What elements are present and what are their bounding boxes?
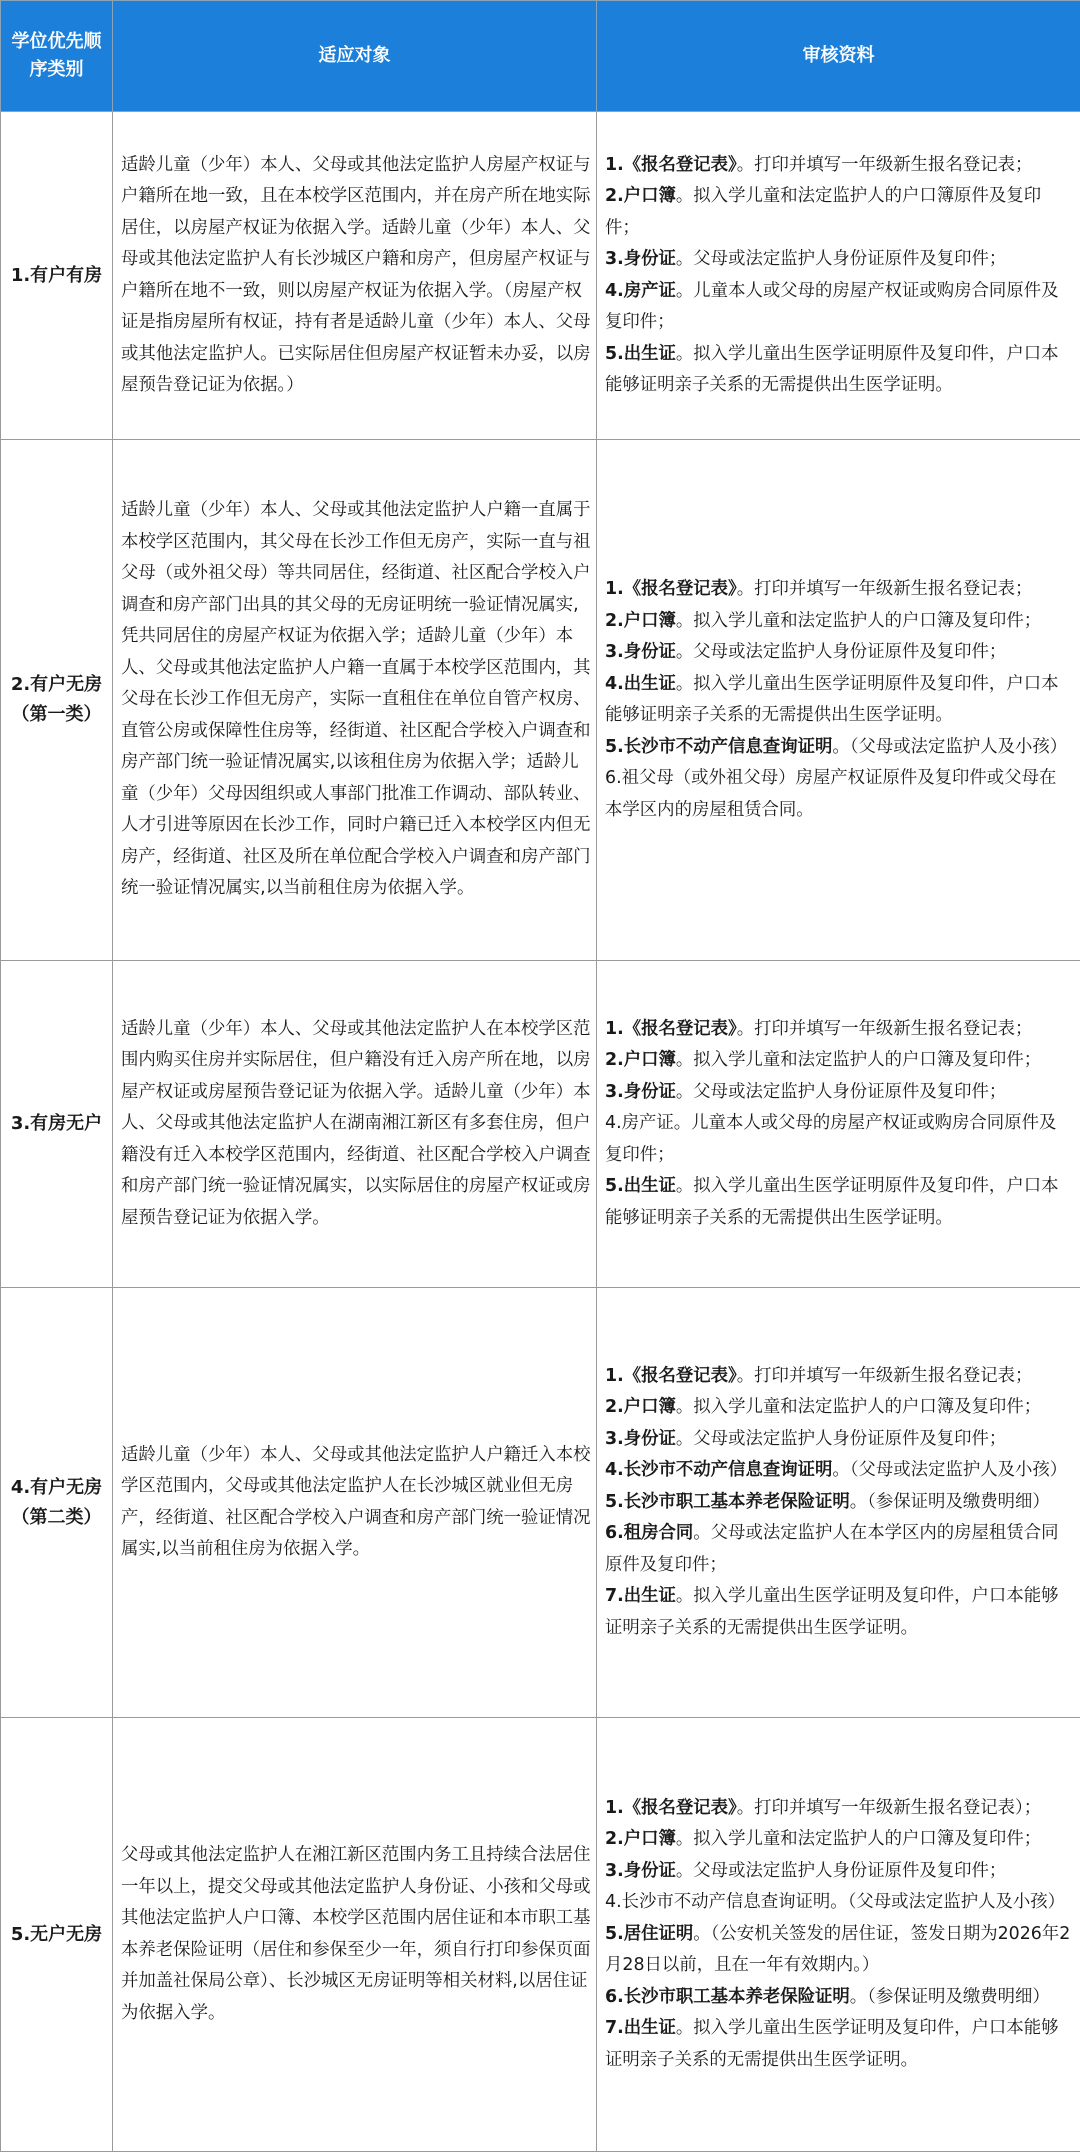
doc-item-key: 5.出生证: [605, 343, 676, 364]
doc-item-text: 。拟入学儿童出生医学证明原件及复印件，户口本能够证明亲子关系的无需提供出生医学证明。: [605, 343, 1059, 395]
doc-item-text: 。父母或法定监护人身份证原件及复印件；: [675, 1081, 1007, 1102]
target-cell: 适龄儿童（少年）本人、父母或其他法定监护人在本校学区范围内购买住房并实际居住，但户籍没有迁入房产所在地，以房屋产权证或房屋预告登记证为依据入学。适龄儿童（少年）本人、父母或其他法定监护人在湖南湘江新区有多套住房，但户籍没有迁入本校学区范围内，经街道、社区配合学校入户调查和房产部门统一验证情况属实，以实际居住的房屋产权证或房屋预告登记证为依据入学。: [113, 961, 597, 1288]
doc-item: [605, 1887, 1072, 1919]
doc-item-key: 2.户口簿: [605, 1829, 676, 1850]
docs-cell: [597, 961, 1080, 1288]
table-row: [1, 1288, 1080, 1718]
doc-item-key: 4.房产证: [605, 280, 676, 301]
doc-item-key: 5.居住证明: [605, 1923, 694, 1944]
doc-item: [605, 669, 1072, 732]
doc-item-key: 1.《报名登记表》: [605, 1365, 737, 1386]
doc-item-text: 。打印并填写一年级新生报名登记表；: [736, 1365, 1033, 1386]
doc-item-text: 。拟入学儿童出生医学证明原件及复印件，户口本能够证明亲子关系的无需提供出生医学证明。: [605, 673, 1059, 725]
doc-item-text: 。拟入学儿童和法定监护人的户口簿及复印件；: [675, 1397, 1042, 1418]
category-cell: 4.有户无房（第二类）: [1, 1288, 113, 1718]
table-row: [1, 440, 1080, 961]
category-cell: 1.有户有房: [1, 112, 113, 440]
doc-item-key: 5.长沙市职工基本养老保险证明: [605, 1491, 850, 1512]
target-cell: 父母或其他法定监护人在湘江新区范围内务工且持续合法居住一年以上，提交父母或其他法定监护人身份证、小孩和父母或其他法定监护人户口簿、本校学区范围内居住证和本市职工基本养老保险证明（居住和参保至少一年，须自行打印参保页面并加盖社保局公章）、长沙城区无房证明等相关材料,以居住证为依据入学。: [113, 1718, 597, 2152]
doc-item-text: 。儿童本人或父母的房屋产权证或购房合同原件及复印件；: [605, 280, 1059, 332]
doc-item-text: 4.长沙市不动产信息查询证明。（父母或法定监护人及小孩）: [605, 1892, 1066, 1913]
header-category: 学位优先顺序类别: [1, 1, 113, 112]
doc-item: [605, 1171, 1072, 1234]
docs-cell: [597, 1288, 1080, 1718]
category-cell: 3.有房无户: [1, 961, 113, 1288]
table-row: [1, 112, 1080, 440]
doc-item-text: 。（父母或法定监护人及小孩）: [832, 1460, 1068, 1481]
doc-item: [605, 1824, 1072, 1856]
doc-item: [605, 1919, 1072, 1982]
doc-item-key: 3.身份证: [605, 1428, 676, 1449]
doc-item: [605, 276, 1072, 339]
doc-item: [605, 1014, 1072, 1046]
doc-item: [605, 1392, 1072, 1424]
target-cell: 适龄儿童（少年）本人、父母或其他法定监护人户籍迁入本校学区范围内，父母或其他法定监护人在长沙城区就业但无房产，经街道、社区配合学校入户调查和房产部门统一验证情况属实,以当前租住房为依据入学。: [113, 1288, 597, 1718]
header-target: 适应对象: [113, 1, 597, 112]
doc-item-key: 1.《报名登记表》: [605, 154, 737, 175]
doc-item-key: 6.长沙市职工基本养老保险证明: [605, 1986, 850, 2007]
doc-item-text: 。拟入学儿童出生医学证明及复印件，户口本能够证明亲子关系的无需提供出生医学证明。: [605, 1586, 1059, 1638]
docs-cell: [597, 1718, 1080, 2152]
doc-item: [605, 1518, 1072, 1581]
doc-item-key: 1.《报名登记表》: [605, 579, 737, 599]
doc-item: [605, 606, 1072, 638]
doc-item-text: 。拟入学儿童和法定监护人的户口簿及复印件；: [675, 610, 1042, 631]
doc-item: [605, 1982, 1072, 2014]
doc-item: [605, 1361, 1072, 1393]
doc-item-key: 1.《报名登记表》: [605, 1018, 737, 1039]
doc-item-key: 4.长沙市不动产信息查询证明: [605, 1460, 833, 1481]
table-row: [1, 1718, 1080, 2152]
doc-item: [605, 1487, 1072, 1519]
doc-item-key: 3.身份证: [605, 1860, 676, 1881]
doc-item-key: 7.出生证: [605, 1586, 676, 1607]
doc-item-text: 。（公安机关签发的居住证，签发日期为2026年2月28日以前，且在一年有效期内。）: [605, 1923, 1071, 1976]
doc-item-text: 。打印并填写一年级新生报名登记表；: [736, 1018, 1033, 1039]
doc-item-text: 4.房产证。儿童本人或父母的房屋产权证或购房合同原件及复印件；: [605, 1113, 1057, 1165]
doc-item-key: 2.户口簿: [605, 1397, 676, 1418]
docs-cell: [597, 112, 1080, 440]
doc-item-key: 2.户口簿: [605, 186, 676, 206]
doc-item-key: 5.长沙市不动产信息查询证明: [605, 736, 833, 757]
doc-item-text: 。（参保证明及缴费明细）: [849, 1491, 1050, 1512]
header-row: [1, 1, 1080, 112]
doc-item-key: 5.出生证: [605, 1176, 676, 1197]
doc-item: [605, 1077, 1072, 1109]
header-docs: 审核资料: [597, 1, 1080, 112]
doc-item-key: 3.身份证: [605, 249, 676, 269]
table-header: [1, 1, 1080, 112]
doc-item-text: 。打印并填写一年级新生报名登记表；: [736, 154, 1033, 175]
doc-item-key: 1.《报名登记表》: [605, 1797, 737, 1818]
doc-item-text: 。打印并填写一年级新生报名登记表；: [736, 579, 1033, 599]
doc-item: [605, 1581, 1072, 1644]
doc-item: [605, 763, 1072, 826]
category-cell: 5.无户无房: [1, 1718, 113, 2152]
table-body: [1, 112, 1080, 2152]
doc-item-text: 。父母或法定监护人身份证原件及复印件；: [675, 1860, 1007, 1881]
category-cell: 2.有户无房（第一类）: [1, 440, 113, 961]
doc-item: [605, 2013, 1072, 2076]
doc-item-key: 4.出生证: [605, 673, 676, 694]
doc-item-text: 。父母或法定监护人身份证原件及复印件；: [675, 249, 1007, 269]
doc-item: [605, 244, 1072, 276]
doc-item-text: 。（父母或法定监护人及小孩）: [832, 736, 1068, 757]
doc-item-text: 。拟入学儿童和法定监护人的户口簿原件及复印件；: [605, 186, 1042, 238]
doc-item: [605, 1455, 1072, 1487]
doc-item-key: 2.户口簿: [605, 610, 676, 631]
doc-item: [605, 1424, 1072, 1456]
doc-item-text: 。父母或法定监护人身份证原件及复印件；: [675, 1428, 1007, 1449]
doc-item: [605, 732, 1072, 764]
doc-item-key: 6.租房合同: [605, 1523, 694, 1544]
doc-item-text: 6.祖父母（或外祖父母）房屋产权证原件及复印件或父母在本学区内的房屋租赁合同。: [605, 768, 1057, 820]
doc-item-text: 。拟入学儿童和法定监护人的户口簿及复印件；: [675, 1050, 1042, 1071]
doc-item: [605, 339, 1072, 402]
doc-item: [605, 1856, 1072, 1888]
doc-item-text: 。父母或法定监护人身份证原件及复印件；: [675, 642, 1007, 662]
doc-item: [605, 1108, 1072, 1171]
doc-item: [605, 181, 1072, 244]
target-cell: 适龄儿童（少年）本人、父母或其他法定监护人户籍一直属于本校学区范围内，其父母在长沙工作但无房产，实际一直与祖父母（或外祖父母）等共同居住，经街道、社区配合学校入户调查和房产部门出具的其父母的无房证明统一验证情况属实,凭共同居住的房屋产权证为依据入学；适龄儿童（少年）本人、父母或其他法定监护人户籍一直属于本校学区范围内，其父母在长沙工作但无房产，实际一直租住在单位自管产权房、直管公房或保障性住房等，经街道、社区配合学校入户调查和房产部门统一验证情况属实,以该租住房为依据入学；适龄儿童（少年）父母因组织或人事部门批准工作调动、部队转业、人才引进等原因在长沙工作，同时户籍已迁入本校学区内但无房产，经街道、社区及所在单位配合学校入户调查和房产部门统一验证情况属实,以当前租住房为依据入学。: [113, 440, 597, 961]
doc-item-key: 3.身份证: [605, 642, 676, 662]
doc-item: [605, 150, 1072, 182]
doc-item: [605, 637, 1072, 669]
doc-item: [605, 1045, 1072, 1077]
doc-item-key: 3.身份证: [605, 1081, 676, 1102]
doc-item-key: 7.出生证: [605, 2018, 676, 2039]
doc-item-key: 2.户口簿: [605, 1050, 676, 1071]
docs-cell: [597, 440, 1080, 961]
doc-item-text: 。父母或法定监护人在本学区内的房屋租赁合同原件及复印件；: [605, 1523, 1059, 1575]
doc-item-text: 。打印并填写一年级新生报名登记表）；: [736, 1797, 1042, 1818]
table-row: [1, 961, 1080, 1288]
doc-item-text: 。拟入学儿童出生医学证明及复印件，户口本能够证明亲子关系的无需提供出生医学证明。: [605, 2018, 1059, 2070]
doc-item-text: 。拟入学儿童和法定监护人的户口簿及复印件；: [675, 1829, 1042, 1850]
doc-item: [605, 574, 1072, 606]
doc-item-text: 。（参保证明及缴费明细）: [849, 1986, 1050, 2007]
doc-item: [605, 1793, 1072, 1825]
target-cell: 适龄儿童（少年）本人、父母或其他法定监护人房屋产权证与户籍所在地一致，且在本校学区范围内，并在房产所在地实际居住，以房屋产权证为依据入学。适龄儿童（少年）本人、父母或其他法定监护人有长沙城区户籍和房产，但房屋产权证与户籍所在地不一致，则以房屋产权证为依据入学。（房屋产权证是指房屋所有权证，持有者是适龄儿童（少年）本人、父母或其他法定监护人。已实际居住但房屋产权证暂未办妥，以房屋预告登记证为依据。）: [113, 112, 597, 440]
doc-item-text: 。拟入学儿童出生医学证明原件及复印件，户口本能够证明亲子关系的无需提供出生医学证明。: [605, 1176, 1059, 1228]
